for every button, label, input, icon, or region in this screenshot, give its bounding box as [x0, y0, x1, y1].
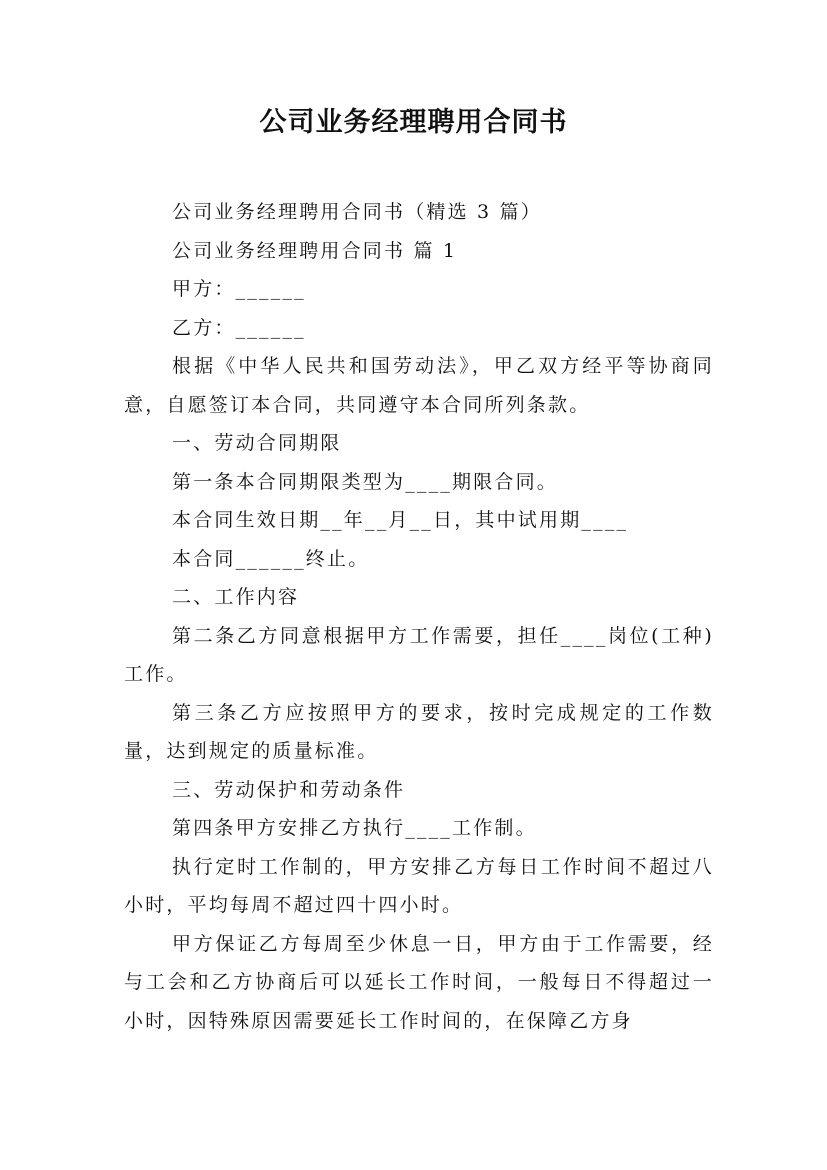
body-paragraph: 甲方保证乙方每周至少休息一日，甲方由于工作需要，经与工会和乙方协商后可以延长工作时间，一般每日不得超过一小时，因特殊原因需要延长工作时间的，在保障乙方身 — [124, 932, 714, 1032]
section-heading: 二、工作内容 — [172, 586, 300, 608]
body-paragraph: 根据《中华人民共和国劳动法》，甲乙双方经平等协商同意，自愿签订本合同，共同遵守本合同所列条款。 — [124, 355, 714, 416]
subtitle-paragraph: 公司业务经理聘用合同书（精选 3 篇） — [172, 201, 542, 223]
document-title: 公司业务经理聘用合同书 — [259, 107, 568, 138]
body-paragraph: 第三条乙方应按照甲方的要求，按时完成规定的工作数量，达到规定的质量标准。 — [124, 701, 714, 762]
body-paragraph: 第一条本合同期限类型为____期限合同。 — [172, 470, 559, 493]
section-heading: 三、劳动保护和劳动条件 — [172, 778, 406, 801]
party-b-line: 乙方：______ — [172, 316, 306, 339]
section-heading-paragraph: 公司业务经理聘用合同书 篇 1 — [172, 239, 458, 262]
body-paragraph: 第二条乙方同意根据甲方工作需要，担任____岗位(工种)工作。 — [124, 624, 714, 685]
section-heading: 一、劳动合同期限 — [172, 432, 342, 454]
party-a-line: 甲方：______ — [172, 278, 306, 300]
body-paragraph: 本合同______终止。 — [172, 547, 370, 570]
body-paragraph: 第四条甲方安排乙方执行____工作制。 — [172, 817, 537, 839]
body-paragraph: 本合同生效日期__年__月__日，其中试用期____ — [172, 509, 629, 531]
body-paragraph: 执行定时工作制的，甲方安排乙方每日工作时间不超过八小时，平均每周不超过四十四小时。 — [124, 855, 714, 916]
document-body — [124, 193, 714, 1040]
